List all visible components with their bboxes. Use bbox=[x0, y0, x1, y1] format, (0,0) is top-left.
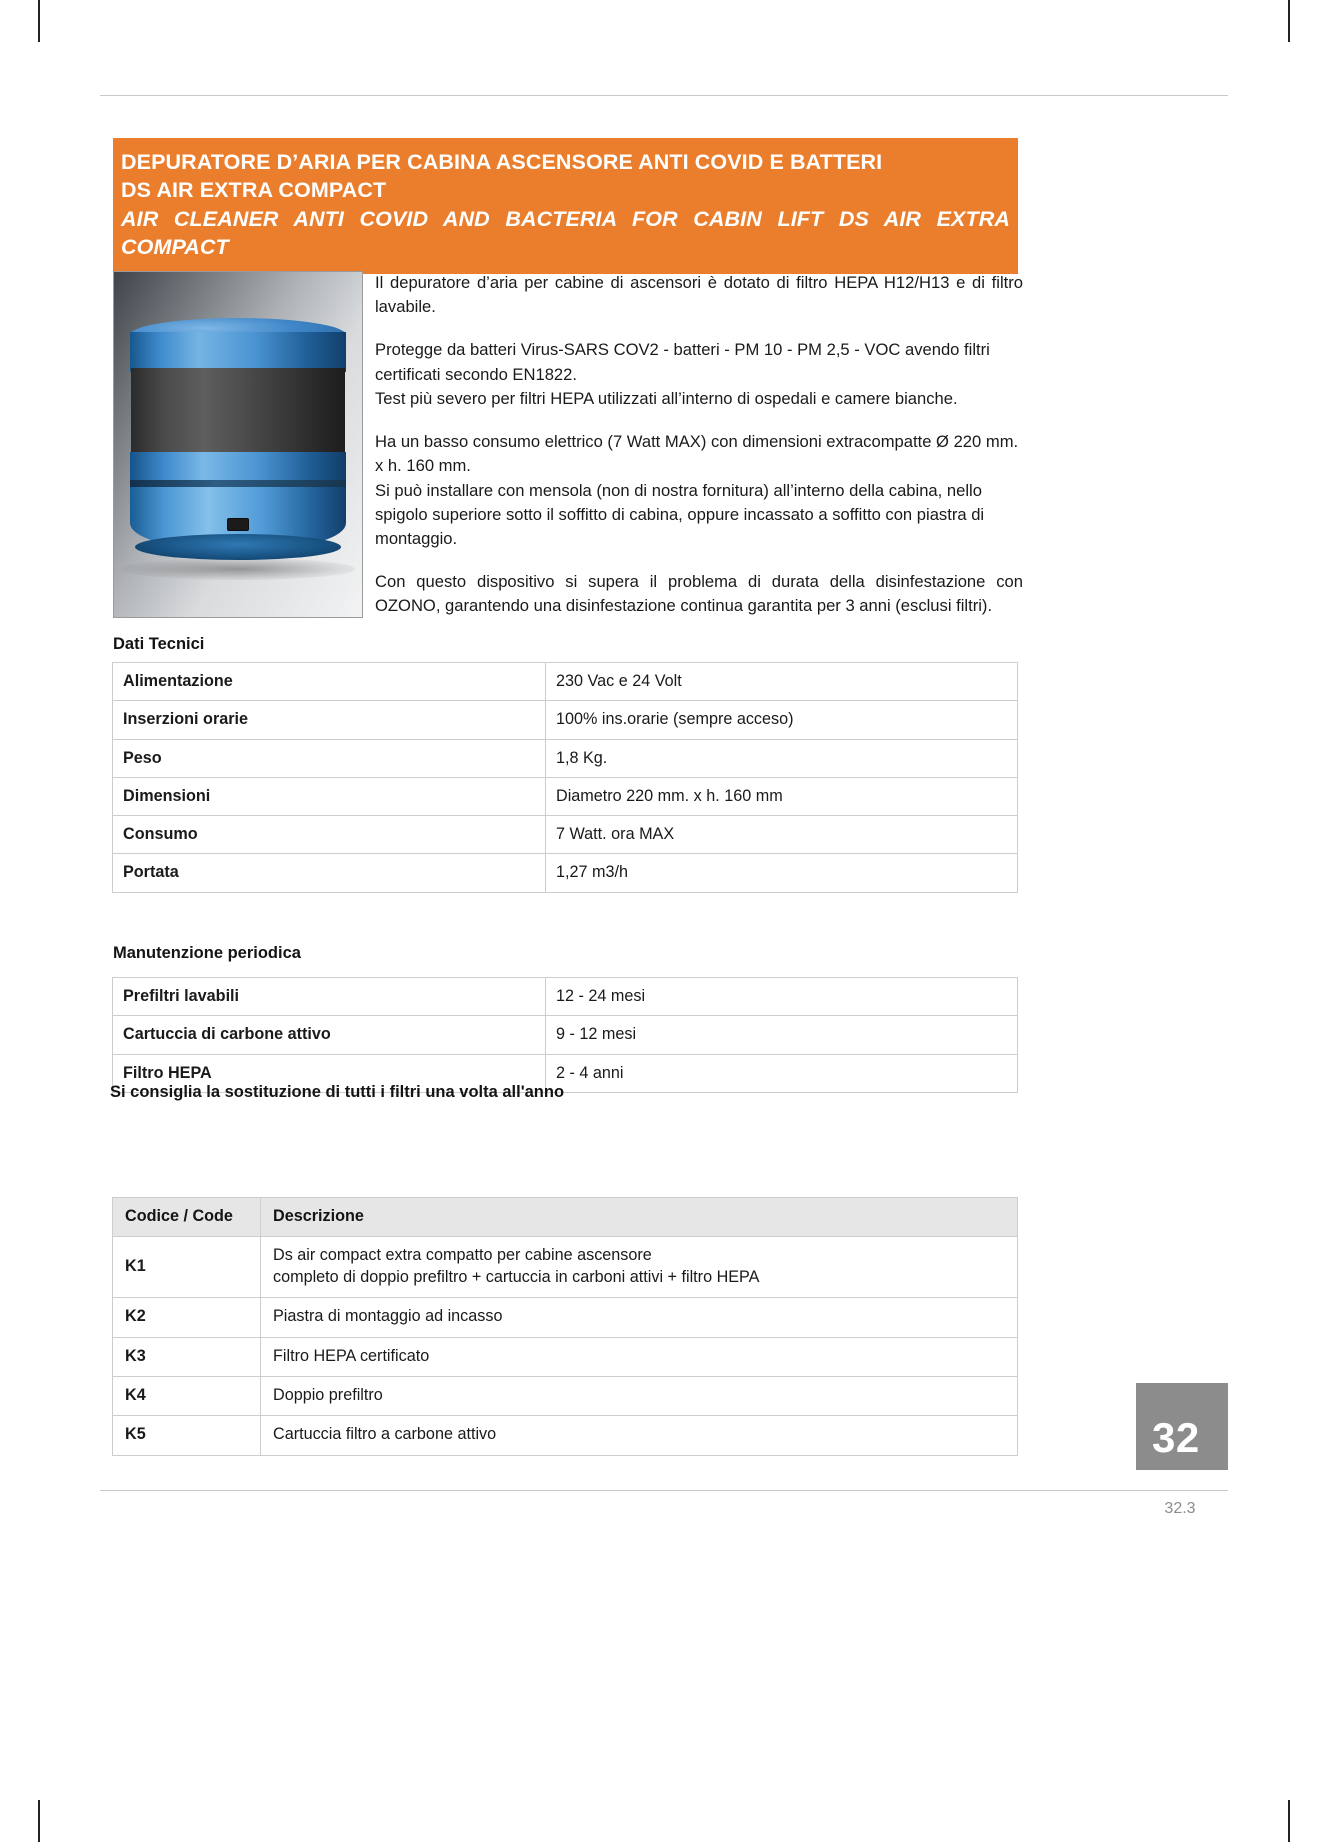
table-row bbox=[113, 739, 1018, 777]
table-row bbox=[113, 663, 1018, 701]
description-paragraph-3: Ha un basso consumo elettrico (7 Watt MAX) con dimensioni extracompatte Ø 220 mm. x h. 160 mm. Si può installare con mensola (non di nostra fornitura) all’interno della cabina, nello spigolo superiore sotto il soffitto di cabina, oppure incassato a soffitto con piastra di montaggio. bbox=[375, 432, 1019, 548]
maintenance-value: 2 - 4 anni bbox=[546, 1054, 1018, 1092]
table-row bbox=[113, 854, 1018, 892]
description-cell: Doppio prefiltro bbox=[261, 1376, 1018, 1415]
codes-header-description: Descrizione bbox=[261, 1198, 1018, 1237]
code-cell: K4 bbox=[113, 1376, 261, 1415]
table-row bbox=[113, 978, 1018, 1016]
description-paragraph-2: Protegge da batteri Virus-SARS COV2 - batteri - PM 10 - PM 2,5 - VOC avendo filtri certificati secondo EN1822. Test più severo per filtri HEPA utilizzati all’interno di ospedali e camere bianche. bbox=[375, 340, 990, 408]
device-indicator-icon bbox=[227, 518, 249, 531]
table-row bbox=[113, 1237, 1018, 1298]
technical-data-value: Diametro 220 mm. x h. 160 mm bbox=[546, 777, 1018, 815]
codes-table bbox=[112, 1197, 1018, 1456]
table-row bbox=[113, 816, 1018, 854]
code-cell: K3 bbox=[113, 1337, 261, 1376]
technical-data-value: 230 Vac e 24 Volt bbox=[546, 663, 1018, 701]
page-reference: 32.3 bbox=[1164, 1500, 1196, 1517]
banner-title-italian-line1: DEPURATORE D’ARIA PER CABINA ASCENSORE ANTI COVID E BATTERI bbox=[121, 150, 883, 174]
crop-mark-bottom-left bbox=[38, 1800, 40, 1842]
maintenance-advice: Si consiglia la sostituzione di tutti i filtri una volta all'anno bbox=[110, 1083, 565, 1101]
maintenance-table bbox=[112, 977, 1018, 1093]
table-row bbox=[113, 1337, 1018, 1376]
description-cell: Cartuccia filtro a carbone attivo bbox=[261, 1416, 1018, 1455]
description-paragraph-4: Con questo dispositivo si supera il problema di durata della disinfestazione con OZONO, garantendo una disinfestazione continua garantita per 3 anni (esclusi filtri). bbox=[375, 572, 1023, 616]
technical-data-value: 100% ins.orarie (sempre acceso) bbox=[546, 701, 1018, 739]
code-cell: K1 bbox=[113, 1237, 261, 1298]
banner-title-italian-line2: DS AIR EXTRA COMPACT bbox=[121, 178, 387, 203]
footer-rule bbox=[100, 1490, 1228, 1491]
technical-data-value: 7 Watt. ora MAX bbox=[546, 816, 1018, 854]
technical-data-caption: Dati Tecnici bbox=[113, 635, 205, 653]
technical-data-label: Alimentazione bbox=[113, 663, 546, 701]
device-upper-band bbox=[130, 332, 346, 372]
description-cell: Piastra di montaggio ad incasso bbox=[261, 1298, 1018, 1337]
table-row bbox=[113, 1416, 1018, 1455]
technical-data-table bbox=[112, 662, 1018, 893]
technical-data-label: Peso bbox=[113, 739, 546, 777]
page-number-tab bbox=[1136, 1383, 1228, 1470]
technical-data-label: Consumo bbox=[113, 816, 546, 854]
technical-data-value: 1,27 m3/h bbox=[546, 854, 1018, 892]
table-row bbox=[113, 701, 1018, 739]
code-cell: K2 bbox=[113, 1298, 261, 1337]
description-paragraph-1: Il depuratore d’aria per cabine di ascensori è dotato di filtro HEPA H12/H13 e di filtro lavabile. bbox=[375, 273, 1023, 317]
description-cell: Ds air compact extra compatto per cabine ascensore completo di doppio prefiltro + cartuccia in carboni attivi + filtro HEPA bbox=[261, 1237, 1018, 1298]
description-cell: Filtro HEPA certificato bbox=[261, 1337, 1018, 1376]
device-filter-mesh bbox=[131, 368, 345, 456]
product-image bbox=[113, 271, 363, 618]
table-row bbox=[113, 1016, 1018, 1054]
page-number: 32 bbox=[1152, 1414, 1200, 1461]
crop-mark-top-right bbox=[1288, 0, 1290, 42]
title-banner bbox=[113, 138, 1018, 274]
device-foot bbox=[135, 534, 341, 560]
technical-data-value: 1,8 Kg. bbox=[546, 739, 1018, 777]
table-row bbox=[113, 1298, 1018, 1337]
technical-data-label: Portata bbox=[113, 854, 546, 892]
codes-table-header-row bbox=[113, 1198, 1018, 1237]
maintenance-value: 12 - 24 mesi bbox=[546, 978, 1018, 1016]
maintenance-label: Cartuccia di carbone attivo bbox=[113, 1016, 546, 1054]
device-middle-band bbox=[130, 452, 346, 482]
banner-title-english: AIR CLEANER ANTI COVID AND BACTERIA FOR CABIN LIFT DS AIR EXTRA COMPACT bbox=[121, 206, 1010, 260]
crop-mark-bottom-right bbox=[1288, 1800, 1290, 1842]
maintenance-caption: Manutenzione periodica bbox=[113, 944, 301, 962]
product-description bbox=[375, 271, 1023, 619]
maintenance-label: Prefiltri lavabili bbox=[113, 978, 546, 1016]
crop-mark-top-left bbox=[38, 0, 40, 42]
code-cell: K5 bbox=[113, 1416, 261, 1455]
table-row bbox=[113, 1376, 1018, 1415]
technical-data-label: Dimensioni bbox=[113, 777, 546, 815]
header-rule bbox=[100, 95, 1228, 96]
technical-data-label: Inserzioni orarie bbox=[113, 701, 546, 739]
maintenance-label: Filtro HEPA bbox=[113, 1054, 546, 1092]
table-row bbox=[113, 777, 1018, 815]
device-shadow bbox=[121, 558, 355, 580]
codes-header-code: Codice / Code bbox=[113, 1198, 261, 1237]
maintenance-value: 9 - 12 mesi bbox=[546, 1016, 1018, 1054]
